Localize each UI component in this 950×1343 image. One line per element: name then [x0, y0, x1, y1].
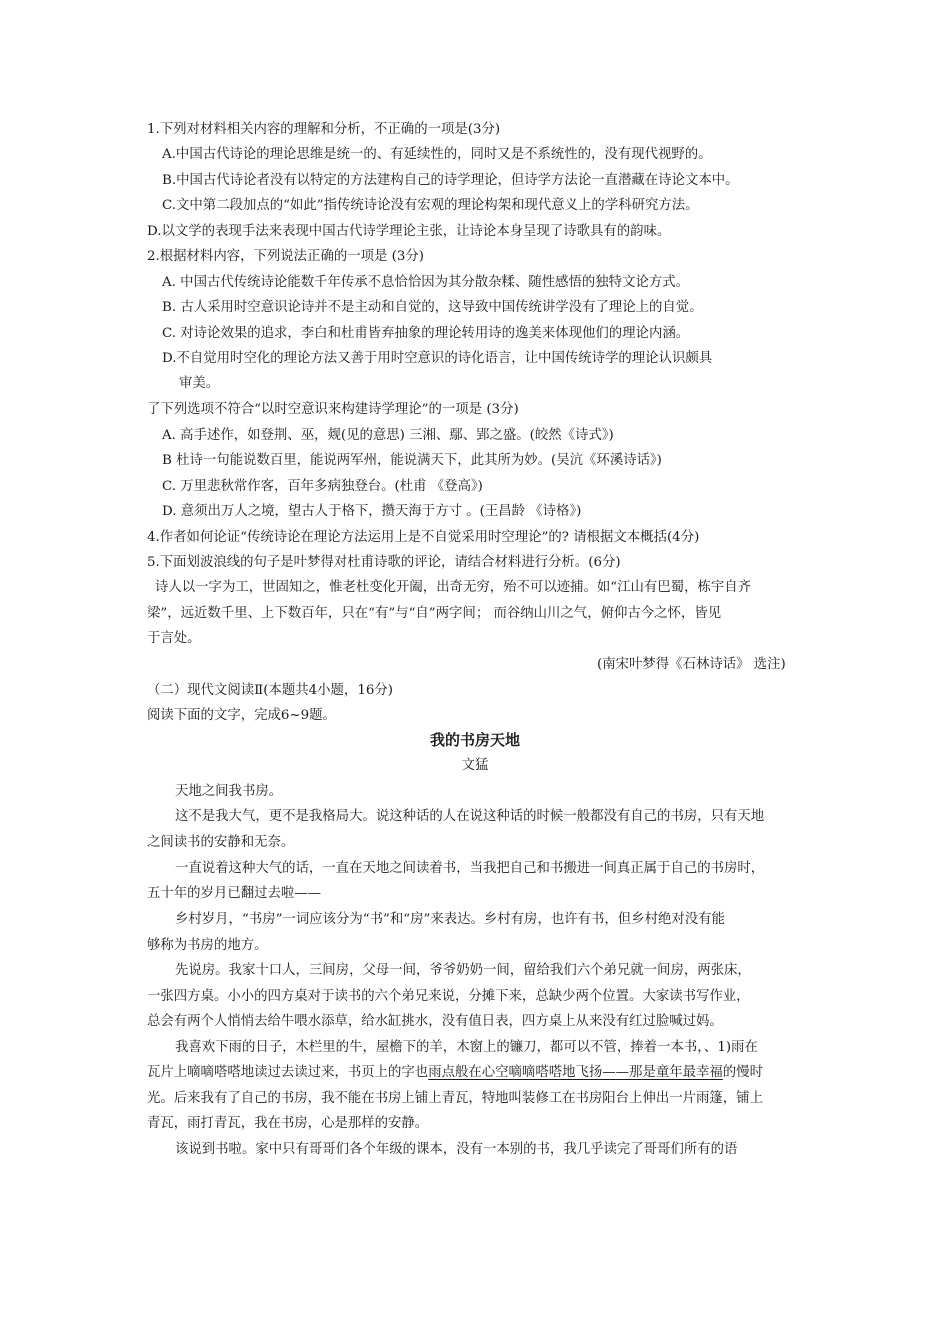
question-5-source: (南宋叶梦得《石林诗话》 选注) — [597, 657, 786, 672]
question-3-stem: 了下列选项不符合“以时空意识来构建诗学理论”的一项是 (3分) — [147, 402, 519, 417]
section-2-header: （二）现代文阅读Ⅱ(本题共4小题，16分) — [147, 683, 393, 698]
question-4-stem: 4.作者如何论证“传统诗论在理论方法运用上是不自觉采用时空理论”的? 请根据文本概括(4分) — [147, 530, 700, 545]
section-2-instruction: 阅读下面的文字，完成6~9题。 — [147, 708, 336, 723]
question-3-option-b: B 杜诗一句能说数百里，能说两军州，能说满天下，此其所为妙。(吴沆《环溪诗话》) — [162, 453, 662, 468]
question-1-option-b: B.中国古代诗论者没有以特定的方法建构自己的诗学理论，但诗学方法论一直潜藏在诗论文本中。 — [162, 173, 739, 188]
question-2-option-d-continued: 审美。 — [179, 376, 220, 391]
article-paragraph-3-line-1: 一直说着这种大气的话，一直在天地之间读着书，当我把自己和书搬进一间真正属于自己的书房时， — [175, 861, 765, 876]
article-paragraph-6-line-4: 青瓦，雨打青瓦，我在书房，心是那样的安静。 — [147, 1116, 429, 1131]
article-paragraph-2-line-1: 这不是我大气，更不是我格局大。说这种话的人在说这种话的时候一般都没有自己的书房，只有天地 — [175, 809, 765, 824]
question-3-option-d: D. 意须出万人之境，望古人于格下，攒天海于方寸 。(王昌龄 《诗格》) — [162, 504, 582, 519]
article-paragraph-5-line-3: 总会有两个人悄悄去给牛喂水添草，给水缸挑水，没有值日表，四方桌上从来没有红过脸喊过妈。 — [147, 1014, 723, 1029]
article-title: 我的书房天地 — [429, 731, 520, 749]
article-paragraph-3-line-2: 五十年的岁月已翻过去啦—— — [147, 886, 322, 901]
article-paragraph-6-line-1: 我喜欢下雨的日子，木栏里的牛，屋檐下的羊，木窗上的镰刀，都可以不管，捧着一本书，、1)雨在 — [175, 1040, 758, 1055]
question-3-option-a: A. 高手述作，如登荆、巫，觌(见的意思) 三湘、鄢、郢之盛。(皎然《诗式》) — [162, 428, 614, 443]
question-5-stem: 5.下面划波浪线的句子是叶梦得对杜甫诗歌的评论，请结合材料进行分析。(6分) — [147, 555, 621, 570]
article-paragraph-4-line-2: 够称为书房的地方。 — [147, 938, 268, 953]
article-author: 文猛 — [461, 758, 489, 773]
question-1-option-a: A.中国古代诗论的理论思维是统一的、有延续性的，同时又是不系统性的，没有现代视野的。 — [162, 147, 712, 162]
question-5-quote-line-2: 梁”，远近数千里、上下数百年，只在“有”与“自”两字间； 而谷纳山川之气，俯仰古今之怀，皆见 — [147, 606, 722, 621]
paragraph-6-text-before-underline: 瓦片上嘀嘀嗒嗒地读过去读过来，书页上的字也 — [147, 1065, 429, 1080]
question-5-quote-line-3: 于言处。 — [147, 631, 201, 646]
question-2-option-d: D.不自觉用时空化的理论方法又善于用时空意识的诗化语言，让中国传统诗学的理论认识颇具 — [162, 351, 713, 366]
question-2-option-b: B. 古人采用时空意识论诗并不是主动和自觉的，这导致中国传统讲学没有了理论上的自觉。 — [162, 300, 703, 315]
question-3-option-c: C. 万里悲秋常作客，百年多病独登台。(杜甫 《登高》) — [162, 479, 483, 494]
question-1-stem: 1.下列对材料相关内容的理解和分析，不正确的一项是(3分) — [147, 122, 501, 137]
question-2-stem: 2.根据材料内容，下列说法正确的一项是 (3分) — [147, 249, 425, 264]
article-paragraph-5-line-1: 先说房。我家十口人，三间房，父母一间，爷爷奶奶一间，留给我们六个弟兄就一间房，两张床， — [175, 963, 751, 978]
article-paragraph-1: 天地之间我书房。 — [175, 784, 283, 799]
article-paragraph-7-line-1: 该说到书啦。家中只有哥哥们各个年级的课本，没有一本别的书，我几乎读完了哥哥们所有的语 — [175, 1142, 738, 1157]
underlined-sentence: 雨点般在心空嘀嘀嗒嗒地飞扬——那是童年最幸福 — [428, 1065, 723, 1080]
question-1-option-d: D.以文学的表现手法来表现中国古代诗学理论主张，让诗论本身呈现了诗歌具有的韵味。 — [147, 224, 671, 239]
article-paragraph-6-line-2 — [147, 1064, 763, 1082]
question-5-quote-line-1: 诗人以一字为工，世固知之，惟老杜变化开阖，出奇无穷，殆不可以迹捕。如“江山有巴蜀，栋宇自齐 — [155, 580, 752, 595]
question-1-option-c: C.文中第二段加点的“如此”指传统诗论没有宏观的理论构架和现代意义上的学科研究方法。 — [162, 198, 699, 213]
paragraph-6-text-after-underline: 的慢时 — [722, 1065, 763, 1080]
article-paragraph-4-line-1: 乡村岁月，“书房”一词应该分为“书”和“房”来表达。乡村有房，也许有书，但乡村绝对没有能 — [175, 912, 725, 927]
article-paragraph-5-line-2: 一张四方桌。小小的四方桌对于读书的六个弟兄来说，分摊下来，总缺少两个位置。大家读书写作业， — [147, 989, 750, 1004]
article-paragraph-2-line-2: 之间读书的安静和无奈。 — [147, 835, 295, 850]
question-2-option-c: C. 对诗论效果的追求，李白和杜甫皆弃抽象的理论转用诗的逸美来体现他们的理论内涵。 — [162, 326, 690, 341]
question-2-option-a: A. 中国古代传统诗论能数千年传承不息恰恰因为其分散杂糅、随性感悟的独特文论方式。 — [162, 275, 690, 290]
article-paragraph-6-line-3: 光。后来我有了自己的书房，我不能在书房上铺上青瓦，特地叫装修工在书房阳台上伸出一片雨篷，铺上 — [147, 1091, 763, 1106]
